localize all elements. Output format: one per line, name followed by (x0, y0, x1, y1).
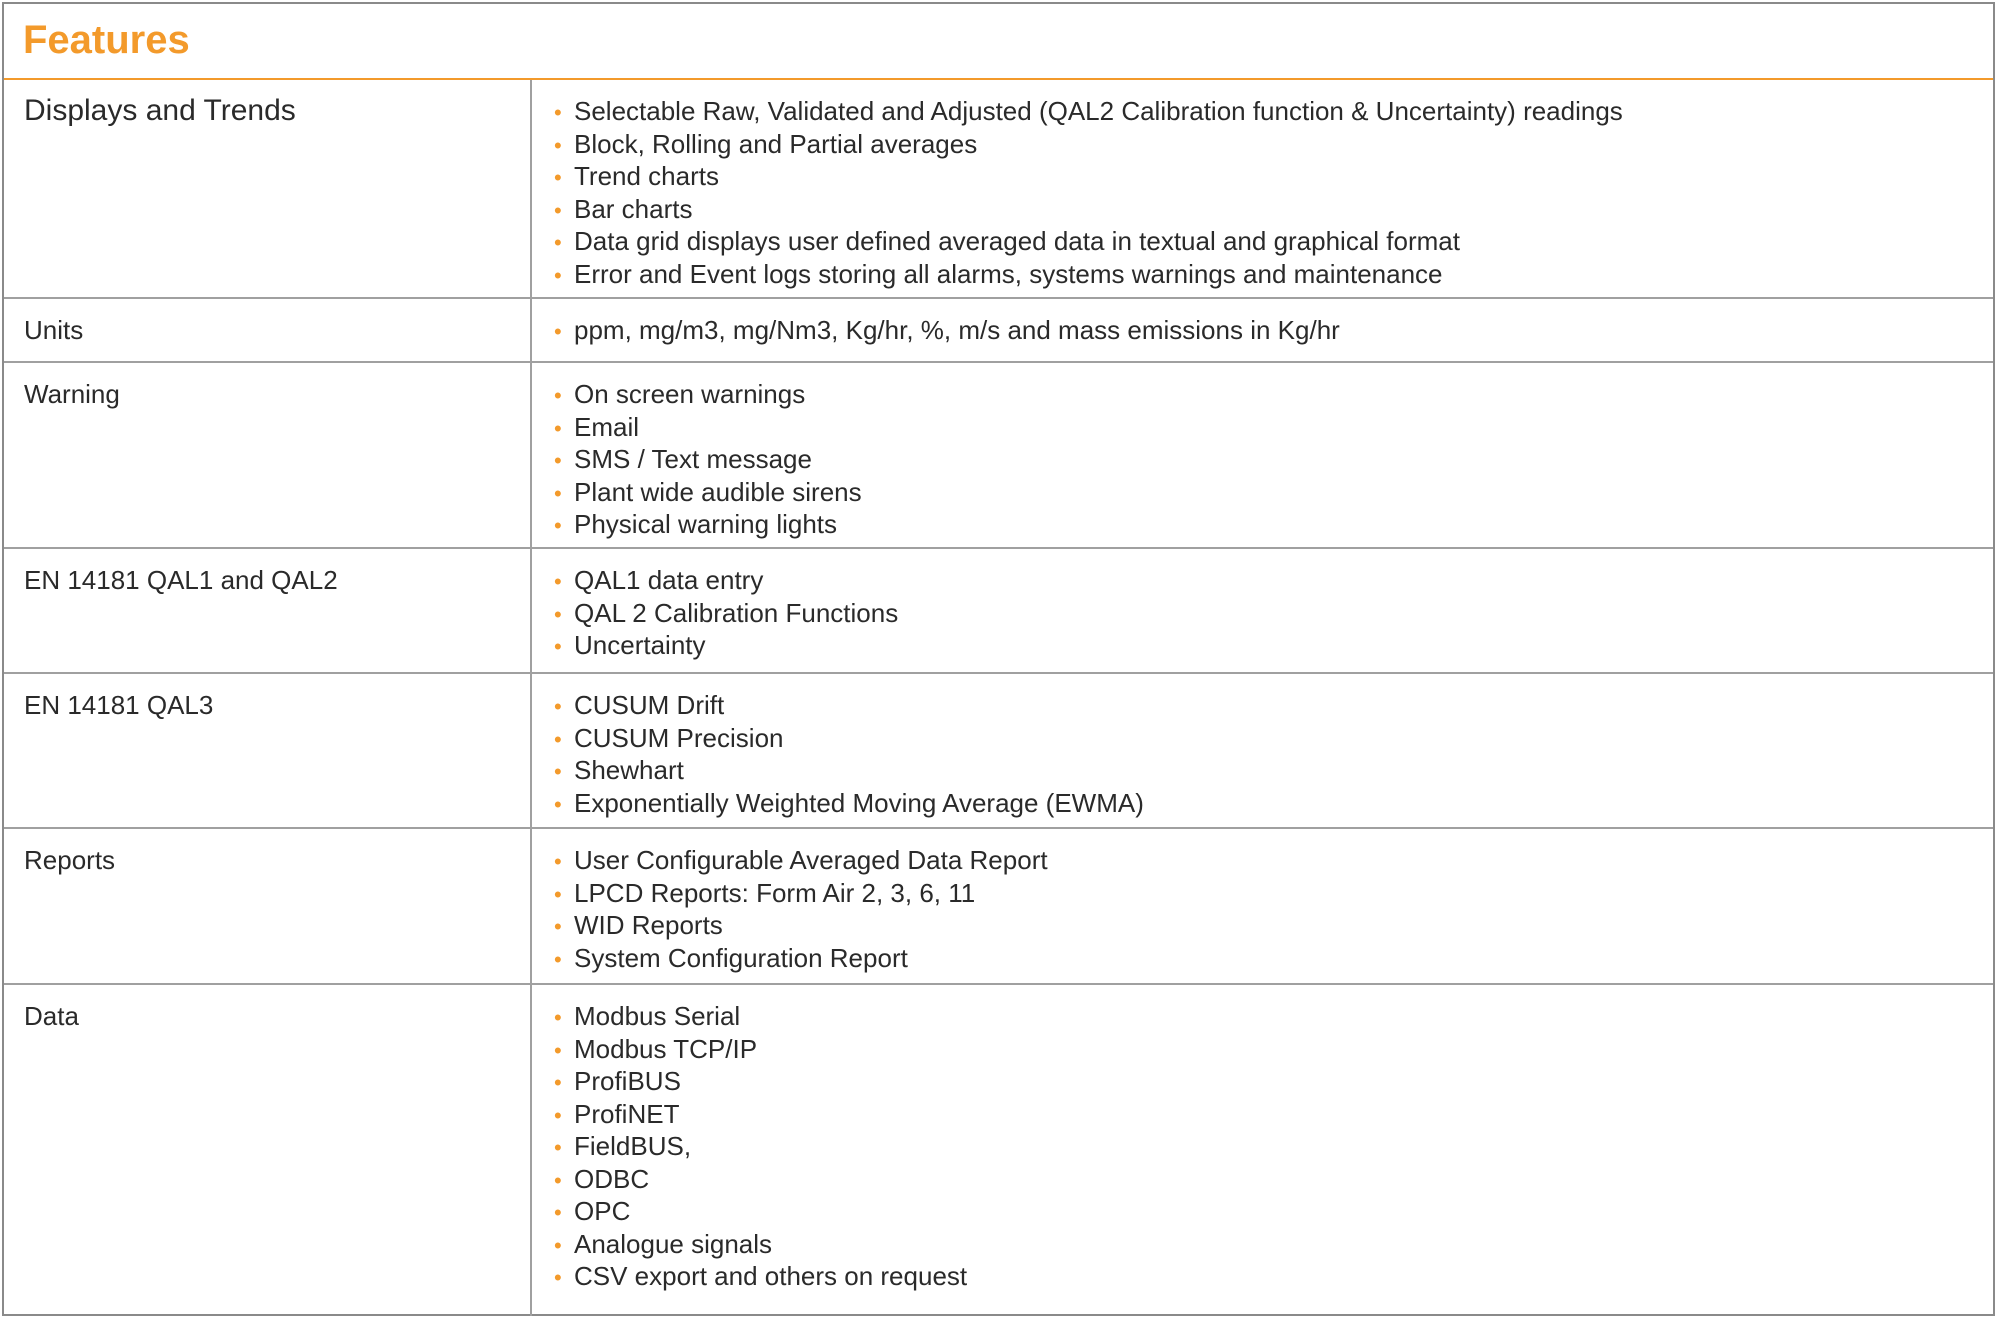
bullet-icon: • (554, 230, 562, 255)
row-label: Reports (24, 845, 116, 875)
bullet-icon: • (554, 849, 562, 874)
row-label: Warning (24, 379, 120, 409)
bullet-icon: • (554, 197, 562, 223)
list-item: • Analogue signals (554, 1229, 967, 1262)
list-item: • Plant wide audible sirens (554, 477, 862, 510)
list-item: • Selectable Raw, Validated and Adjusted (QAL2 Calibration function & Uncertainty) readings (554, 96, 1623, 129)
bullet-icon: • (554, 694, 562, 719)
list-item: • FieldBUS, (554, 1131, 967, 1164)
bullet-icon: • (554, 1070, 562, 1095)
feature-list (554, 690, 1144, 820)
list-item: • CSV export and others on request (554, 1261, 967, 1294)
bullet-icon: • (554, 1232, 562, 1258)
bullet-icon: • (554, 100, 562, 125)
list-item: • Modbus Serial (554, 1001, 967, 1034)
row-label: EN 14181 QAL1 and QAL2 (24, 565, 338, 595)
features-table (2, 2, 1995, 1316)
list-item: • SMS / Text message (554, 444, 862, 477)
list-item: • ProfiNET (554, 1099, 967, 1132)
bullet-icon: • (554, 1200, 562, 1225)
bullet-icon: • (554, 634, 562, 659)
bullet-icon: • (554, 448, 562, 473)
list-item: • System Configuration Report (554, 943, 1048, 976)
title-bar (4, 4, 1993, 80)
bullet-icon: • (554, 569, 562, 594)
bullet-icon: • (554, 165, 562, 190)
bullet-icon: • (554, 262, 562, 288)
row-label: EN 14181 QAL3 (24, 690, 214, 720)
list-item: • QAL 2 Calibration Functions (554, 598, 898, 631)
bullet-icon: • (554, 1102, 562, 1128)
row-label: Displays and Trends (24, 94, 296, 127)
list-item: • OPC (554, 1196, 967, 1229)
bullet-icon: • (554, 1135, 562, 1160)
page-title: Features (23, 18, 190, 62)
list-item: • WID Reports (554, 910, 1048, 943)
bullet-icon: • (554, 791, 562, 817)
list-item: • Email (554, 412, 862, 445)
bullet-icon: • (554, 383, 562, 408)
list-item: • ProfiBUS (554, 1066, 967, 1099)
bullet-icon: • (554, 726, 562, 752)
list-item: • LPCD Reports: Form Air 2, 3, 6, 11 (554, 878, 1048, 911)
list-item: • ODBC (554, 1164, 967, 1197)
bullet-icon: • (554, 1265, 562, 1290)
list-item: • Bar charts (554, 194, 1623, 227)
list-item: • Shewhart (554, 755, 1144, 788)
bullet-icon: • (554, 1005, 562, 1030)
bullet-icon: • (554, 415, 562, 441)
list-item: • On screen warnings (554, 379, 862, 412)
feature-list (554, 315, 1340, 348)
list-item: • ppm, mg/m3, mg/Nm3, Kg/hr, %, m/s and mass emissions in Kg/hr (554, 315, 1340, 348)
list-item: • CUSUM Precision (554, 723, 1144, 756)
bullet-icon: • (554, 132, 562, 158)
list-item: • QAL1 data entry (554, 565, 898, 598)
list-item: • CUSUM Drift (554, 690, 1144, 723)
bullet-icon: • (554, 914, 562, 939)
list-item: • Modbus TCP/IP (554, 1034, 967, 1067)
list-item: • Trend charts (554, 161, 1623, 194)
list-item: • Physical warning lights (554, 509, 862, 542)
list-item: • User Configurable Averaged Data Report (554, 845, 1048, 878)
table-row-displays-and-trends (4, 80, 1993, 299)
bullet-icon: • (554, 881, 562, 907)
feature-list (554, 845, 1048, 975)
feature-list (554, 1001, 967, 1294)
table-row-en14181-qal1-qal2 (4, 549, 1993, 674)
list-item: • Data grid displays user defined averaged data in textual and graphical format (554, 226, 1623, 259)
bullet-icon: • (554, 480, 562, 506)
list-item: • Block, Rolling and Partial averages (554, 129, 1623, 162)
bullet-icon: • (554, 1037, 562, 1063)
table-row-units (4, 299, 1993, 363)
list-item: • Exponentially Weighted Moving Average (EWMA) (554, 788, 1144, 821)
bullet-icon: • (554, 946, 562, 972)
table-row-en14181-qal3 (4, 674, 1993, 829)
table-row-warning (4, 363, 1993, 549)
list-item: • Error and Event logs storing all alarms, systems warnings and maintenance (554, 259, 1623, 292)
table-body (4, 80, 1993, 1316)
bullet-icon: • (554, 1167, 562, 1193)
feature-list (554, 96, 1623, 291)
feature-list (554, 565, 898, 663)
bullet-icon: • (554, 759, 562, 784)
row-label: Units (24, 315, 84, 345)
feature-list (554, 379, 862, 542)
bullet-icon: • (554, 319, 562, 344)
bullet-icon: • (554, 601, 562, 627)
table-row-data (4, 985, 1993, 1316)
list-item: • Uncertainty (554, 630, 898, 663)
bullet-icon: • (554, 513, 562, 538)
row-label: Data (24, 1001, 79, 1031)
table-row-reports (4, 829, 1993, 985)
